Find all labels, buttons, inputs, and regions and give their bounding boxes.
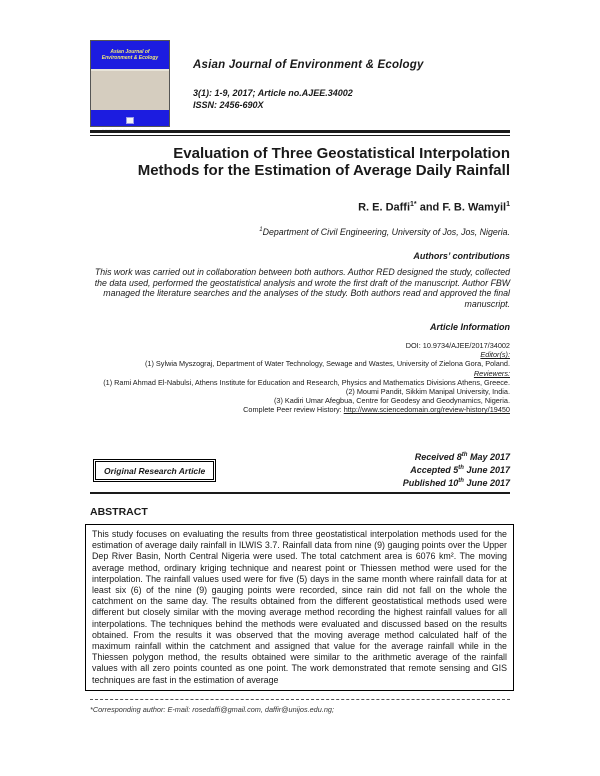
reviewer-entry-2: (2) Moumi Pandit, Sikkim Manipal University, India. <box>345 387 510 397</box>
reviewers-label: Reviewers: <box>473 368 510 378</box>
reviewer-entry-1: (1) Rami Ahmad El-Nabulsi, Athens Institute for Education and Research, Physics and Mathematics Divisions Athens, Greece. <box>103 377 510 387</box>
editors-label: Editor(s): <box>480 350 510 360</box>
header-rule <box>90 130 510 136</box>
abstract-heading: ABSTRACT <box>90 506 148 518</box>
cover-publisher-text: SCIENCEDOMAIN international <box>101 128 159 133</box>
affiliation-line <box>90 227 510 237</box>
accepted-date-text: Accepted 5 <box>410 465 459 475</box>
article-info-heading: Article Information <box>429 322 510 332</box>
accepted-date-line <box>90 463 510 476</box>
article-title <box>80 145 510 179</box>
authors-line <box>90 201 510 214</box>
received-date-text: Received 8 <box>414 452 462 462</box>
published-date-ordinal: th <box>458 478 464 484</box>
accepted-date-ordinal: th <box>458 465 464 471</box>
editor-entry: (1) Sylwia Myszograj, Department of Water Technology, Sewage and Wastes, University of Zielona Gora, Poland. <box>144 359 510 369</box>
cover-body <box>91 71 169 110</box>
contributions-text: This work was carried out in collaboration between both authors. Author RED designed the study, collected the data used, performed the geostatistical analysis and wrote the first draft of the manuscript. Author FBW managed the literature searches and the analyses of the study. Both authors read and approved the final manuscript. <box>94 267 510 309</box>
footnote-rule <box>90 699 510 700</box>
journal-issn-line: ISSN: 2456-690X <box>193 100 264 110</box>
article-title-line-1: Evaluation of Three Geostatistical Interpolation <box>173 145 510 162</box>
accepted-date-rest: June 2017 <box>463 465 510 475</box>
cover-footer-band <box>91 110 169 133</box>
corresponding-author-note: *Corresponding author: E-mail: rosedaffi@gmail.com, daffir@unijos.edu.ng; <box>90 705 334 714</box>
article-info-block <box>40 341 510 415</box>
author-1-name: R. E. Daffi <box>358 201 411 214</box>
received-date-line <box>90 450 510 463</box>
published-date-text: Published 10 <box>402 478 459 488</box>
journal-name: Asian Journal of Environment & Ecology <box>193 59 424 71</box>
peer-review-link[interactable]: http://www.sciencedomain.org/review-history/19450 <box>343 405 510 415</box>
peer-review-line <box>40 405 510 414</box>
cover-header-band <box>91 41 169 71</box>
article-title-line-2: Methods for the Estimation of Average Daily Rainfall <box>137 162 510 179</box>
published-date-line <box>90 476 510 489</box>
reviewer-entry-3: (3) Kadiri Umar Afegbua, Centre for Geodesy and Geodynamics, Nigeria. <box>273 396 510 406</box>
author-2-name: F. B. Wamyil <box>442 201 507 214</box>
doi-line: DOI: 10.9734/AJEE/2017/34002 <box>405 341 510 350</box>
contributions-heading: Authors’ contributions <box>413 251 510 261</box>
author-1-superscript: 1* <box>410 201 417 208</box>
dates-block <box>90 450 510 489</box>
cover-journal-title: Asian Journal of Environment & Ecology <box>101 49 159 61</box>
publisher-logo-icon <box>126 117 134 124</box>
abstract-text: This study focuses on evaluating the results from three geostatistical interpolation methods used for the estimation of average daily rainfall in ILWIS 3.7. Rainfall data from nine (9) gauging points over the Upper Dep River Basin, North Central Nigeria were used. The total catchment area is 6076 km². The moving average method, ordinary kriging technique and nearest point or Thiessen method were used for the interpolation. The rainfall values used were for five (5) days in the same month where rainfall data for at least six (6) of the nine (9) gauging points were recorded, since rain did not fall on the whole the catchment on the same day. The results obtained from the different geostatistical methods used were different but closely similar with the moving average method recording the highest rainfall values for all interpolations. The techniques behind the methods were evaluated and discussed based on the results obtained. From the results it was observed that the moving average method calculated half of the maximum rainfall within the catchment and assigned that value for the average rainfall while in the Thiessen polygon method, the results obtained were similar to the arithmetic average of the rainfall values with all zero points counted as one point. The work demonstrated that remote sensing and GIS techniques are fast in the estimation of average <box>92 529 507 685</box>
author-2-superscript: 1 <box>506 201 510 208</box>
received-date-ordinal: th <box>461 452 468 458</box>
article-type-badge: Original Research Article <box>95 461 214 480</box>
peer-review-label: Complete Peer review History: <box>243 405 344 415</box>
journal-header <box>193 59 513 110</box>
journal-issue-line: 3(1): 1-9, 2017; Article no.AJEE.34002 <box>193 88 353 98</box>
published-date-rest: June 2017 <box>463 478 510 488</box>
journal-cover-thumbnail <box>90 40 170 133</box>
authors-connector: and <box>416 201 443 214</box>
abstract-box <box>85 524 514 691</box>
affiliation-superscript: 1 <box>259 227 263 234</box>
received-date-rest: May 2017 <box>467 452 510 462</box>
affiliation-text: Department of Civil Engineering, University of Jos, Jos, Nigeria. <box>262 227 510 237</box>
section-rule <box>90 492 510 494</box>
